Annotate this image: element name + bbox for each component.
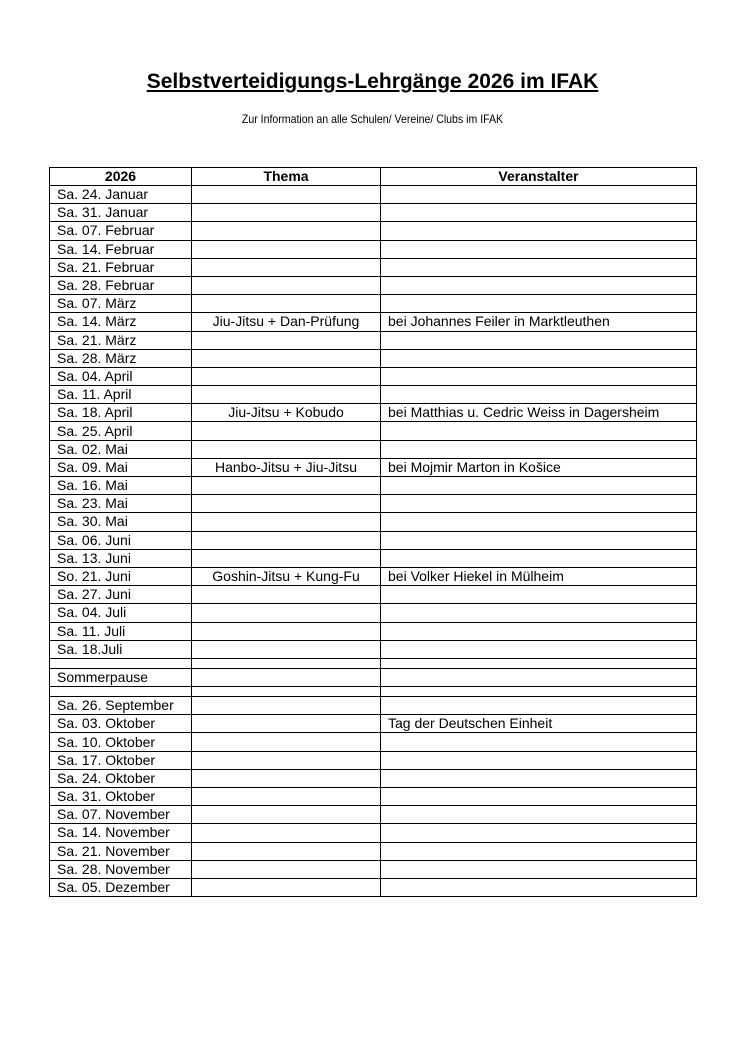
table-row bbox=[50, 440, 697, 458]
date-cell: Sa. 26. September bbox=[50, 697, 192, 715]
thema-cell: Hanbo-Jitsu + Jiu-Jitsu bbox=[192, 458, 381, 476]
veranstalter-cell bbox=[381, 751, 697, 769]
thema-cell bbox=[192, 349, 381, 367]
thema-cell bbox=[192, 240, 381, 258]
thema-cell bbox=[192, 186, 381, 204]
veranstalter-cell: Tag der Deutschen Einheit bbox=[381, 715, 697, 733]
table-row bbox=[50, 668, 697, 686]
table-row bbox=[50, 531, 697, 549]
thema-cell: Jiu-Jitsu + Dan-Prüfung bbox=[192, 313, 381, 331]
veranstalter-cell bbox=[381, 687, 697, 697]
veranstalter-cell bbox=[381, 276, 697, 294]
veranstalter-cell bbox=[381, 806, 697, 824]
thema-cell bbox=[192, 658, 381, 668]
table-row bbox=[50, 586, 697, 604]
veranstalter-cell bbox=[381, 878, 697, 896]
veranstalter-cell bbox=[381, 733, 697, 751]
table-row bbox=[50, 604, 697, 622]
table-row bbox=[50, 404, 697, 422]
thema-cell: Jiu-Jitsu + Kobudo bbox=[192, 404, 381, 422]
date-cell: Sa. 31. Oktober bbox=[50, 788, 192, 806]
date-cell: Sa. 04. April bbox=[50, 367, 192, 385]
date-cell: Sa. 03. Oktober bbox=[50, 715, 192, 733]
table-row bbox=[50, 513, 697, 531]
table-row bbox=[50, 824, 697, 842]
date-cell: Sa. 21. Februar bbox=[50, 258, 192, 276]
veranstalter-cell bbox=[381, 658, 697, 668]
veranstalter-cell bbox=[381, 240, 697, 258]
thema-cell bbox=[192, 622, 381, 640]
date-cell: Sa. 21. November bbox=[50, 842, 192, 860]
veranstalter-cell bbox=[381, 258, 697, 276]
date-cell: Sa. 05. Dezember bbox=[50, 878, 192, 896]
table-row bbox=[50, 240, 697, 258]
table-row bbox=[50, 860, 697, 878]
date-cell: Sa. 11. Juli bbox=[50, 622, 192, 640]
thema-cell bbox=[192, 806, 381, 824]
veranstalter-cell bbox=[381, 622, 697, 640]
thema-cell bbox=[192, 687, 381, 697]
veranstalter-cell bbox=[381, 531, 697, 549]
thema-cell bbox=[192, 586, 381, 604]
table-row bbox=[50, 313, 697, 331]
date-cell: Sa. 17. Oktober bbox=[50, 751, 192, 769]
thema-cell bbox=[192, 668, 381, 686]
veranstalter-cell bbox=[381, 349, 697, 367]
table-row bbox=[50, 751, 697, 769]
table-row bbox=[50, 204, 697, 222]
thema-cell bbox=[192, 367, 381, 385]
thema-cell bbox=[192, 477, 381, 495]
veranstalter-cell bbox=[381, 788, 697, 806]
date-cell: Sa. 24. Oktober bbox=[50, 769, 192, 787]
table-row bbox=[50, 422, 697, 440]
veranstalter-cell bbox=[381, 331, 697, 349]
date-cell: Sa. 14. März bbox=[50, 313, 192, 331]
veranstalter-cell bbox=[381, 860, 697, 878]
date-cell: Sa. 18.Juli bbox=[50, 640, 192, 658]
date-cell: Sa. 27. Juni bbox=[50, 586, 192, 604]
thema-cell bbox=[192, 878, 381, 896]
header-thema: Thema bbox=[192, 168, 381, 186]
date-cell: Sa. 30. Mai bbox=[50, 513, 192, 531]
thema-cell bbox=[192, 295, 381, 313]
veranstalter-cell: bei Matthias u. Cedric Weiss in Dagersheim bbox=[381, 404, 697, 422]
table-row bbox=[50, 186, 697, 204]
veranstalter-cell bbox=[381, 769, 697, 787]
table-row bbox=[50, 697, 697, 715]
thema-cell bbox=[192, 769, 381, 787]
table-row bbox=[50, 349, 697, 367]
table-row bbox=[50, 258, 697, 276]
thema-cell bbox=[192, 824, 381, 842]
date-cell: Sa. 24. Januar bbox=[50, 186, 192, 204]
thema-cell bbox=[192, 697, 381, 715]
table-row bbox=[50, 331, 697, 349]
veranstalter-cell bbox=[381, 549, 697, 567]
veranstalter-cell bbox=[381, 824, 697, 842]
table-header-row bbox=[50, 168, 697, 186]
spacer-row bbox=[50, 687, 697, 697]
thema-cell bbox=[192, 788, 381, 806]
date-cell: Sa. 02. Mai bbox=[50, 440, 192, 458]
thema-cell: Goshin-Jitsu + Kung-Fu bbox=[192, 567, 381, 585]
schedule-table bbox=[49, 167, 697, 897]
thema-cell bbox=[192, 751, 381, 769]
veranstalter-cell bbox=[381, 640, 697, 658]
table-row bbox=[50, 878, 697, 896]
date-cell: Sa. 07. März bbox=[50, 295, 192, 313]
page-title: Selbstverteidigungs-Lehrgänge 2026 im IFAK bbox=[146, 70, 599, 93]
veranstalter-cell bbox=[381, 367, 697, 385]
date-cell: Sa. 14. November bbox=[50, 824, 192, 842]
veranstalter-cell bbox=[381, 495, 697, 513]
table-row bbox=[50, 458, 697, 476]
table-row bbox=[50, 367, 697, 385]
page-subtitle: Zur Information an alle Schulen/ Vereine/ Clubs im IFAK bbox=[241, 112, 504, 126]
header-year: 2026 bbox=[50, 168, 192, 186]
date-cell: Sa. 18. April bbox=[50, 404, 192, 422]
thema-cell bbox=[192, 513, 381, 531]
thema-cell bbox=[192, 422, 381, 440]
table-row bbox=[50, 477, 697, 495]
date-cell: Sa. 09. Mai bbox=[50, 458, 192, 476]
date-cell: Sa. 25. April bbox=[50, 422, 192, 440]
thema-cell bbox=[192, 222, 381, 240]
veranstalter-cell bbox=[381, 697, 697, 715]
veranstalter-cell bbox=[381, 513, 697, 531]
date-cell: Sa. 28. Februar bbox=[50, 276, 192, 294]
date-cell: Sa. 13. Juni bbox=[50, 549, 192, 567]
thema-cell bbox=[192, 715, 381, 733]
veranstalter-cell: bei Mojmir Marton in Košice bbox=[381, 458, 697, 476]
thema-cell bbox=[192, 386, 381, 404]
table-row bbox=[50, 567, 697, 585]
table-row bbox=[50, 733, 697, 751]
table-row bbox=[50, 295, 697, 313]
table-row bbox=[50, 622, 697, 640]
table-row bbox=[50, 806, 697, 824]
veranstalter-cell bbox=[381, 842, 697, 860]
date-cell: Sa. 16. Mai bbox=[50, 477, 192, 495]
table-row bbox=[50, 222, 697, 240]
date-cell bbox=[50, 687, 192, 697]
date-cell: Sa. 23. Mai bbox=[50, 495, 192, 513]
thema-cell bbox=[192, 440, 381, 458]
thema-cell bbox=[192, 733, 381, 751]
veranstalter-cell bbox=[381, 604, 697, 622]
date-cell: Sa. 31. Januar bbox=[50, 204, 192, 222]
thema-cell bbox=[192, 276, 381, 294]
veranstalter-cell bbox=[381, 477, 697, 495]
veranstalter-cell bbox=[381, 295, 697, 313]
veranstalter-cell bbox=[381, 586, 697, 604]
veranstalter-cell bbox=[381, 386, 697, 404]
table-row bbox=[50, 276, 697, 294]
spacer-row bbox=[50, 658, 697, 668]
date-cell: Sa. 07. Februar bbox=[50, 222, 192, 240]
table-row bbox=[50, 715, 697, 733]
table-row bbox=[50, 788, 697, 806]
table-row bbox=[50, 842, 697, 860]
thema-cell bbox=[192, 549, 381, 567]
table-row bbox=[50, 549, 697, 567]
thema-cell bbox=[192, 495, 381, 513]
date-cell: Sa. 06. Juni bbox=[50, 531, 192, 549]
date-cell: Sa. 28. März bbox=[50, 349, 192, 367]
date-cell: Sa. 21. März bbox=[50, 331, 192, 349]
table-row bbox=[50, 769, 697, 787]
date-cell bbox=[50, 658, 192, 668]
date-cell: Sa. 14. Februar bbox=[50, 240, 192, 258]
veranstalter-cell bbox=[381, 222, 697, 240]
veranstalter-cell: bei Johannes Feiler in Marktleuthen bbox=[381, 313, 697, 331]
thema-cell bbox=[192, 640, 381, 658]
date-cell: So. 21. Juni bbox=[50, 567, 192, 585]
thema-cell bbox=[192, 531, 381, 549]
thema-cell bbox=[192, 331, 381, 349]
date-cell: Sa. 04. Juli bbox=[50, 604, 192, 622]
veranstalter-cell bbox=[381, 186, 697, 204]
date-cell: Sa. 11. April bbox=[50, 386, 192, 404]
thema-cell bbox=[192, 604, 381, 622]
date-cell: Sa. 10. Oktober bbox=[50, 733, 192, 751]
table-row bbox=[50, 386, 697, 404]
header-veranstalter: Veranstalter bbox=[381, 168, 697, 186]
thema-cell bbox=[192, 204, 381, 222]
table-row bbox=[50, 640, 697, 658]
date-cell: Sommerpause bbox=[50, 668, 192, 686]
veranstalter-cell: bei Volker Hiekel in Mülheim bbox=[381, 567, 697, 585]
date-cell: Sa. 07. November bbox=[50, 806, 192, 824]
veranstalter-cell bbox=[381, 440, 697, 458]
thema-cell bbox=[192, 842, 381, 860]
thema-cell bbox=[192, 860, 381, 878]
thema-cell bbox=[192, 258, 381, 276]
veranstalter-cell bbox=[381, 422, 697, 440]
veranstalter-cell bbox=[381, 668, 697, 686]
table-row bbox=[50, 495, 697, 513]
veranstalter-cell bbox=[381, 204, 697, 222]
date-cell: Sa. 28. November bbox=[50, 860, 192, 878]
